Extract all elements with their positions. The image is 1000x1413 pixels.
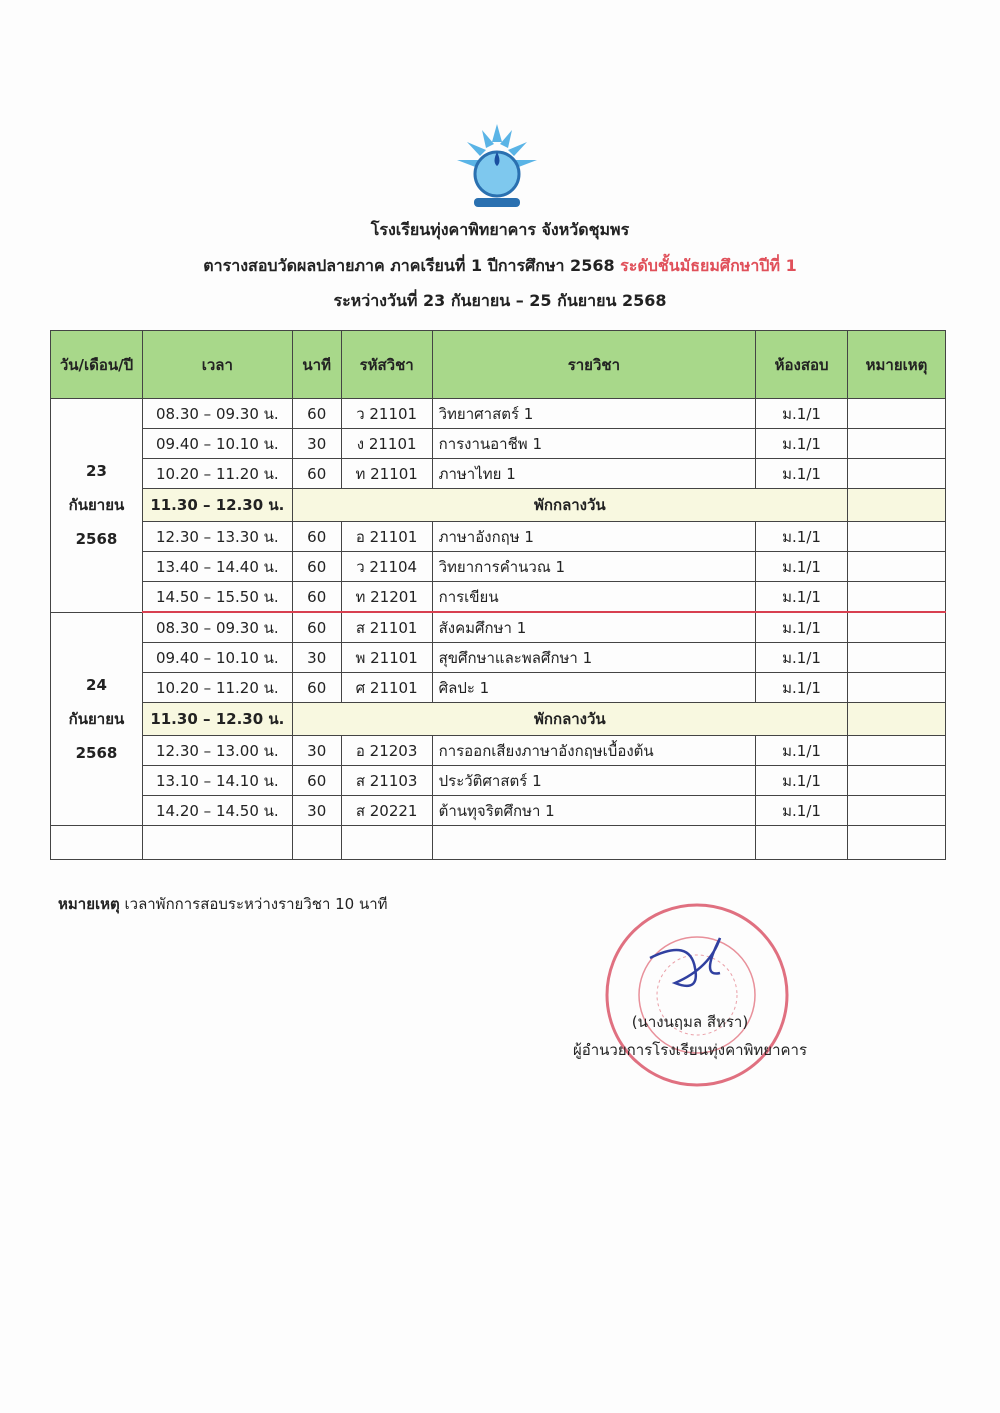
date-day: 24 — [86, 675, 107, 694]
signer-name: (นางนฤมล สีหรา) — [631, 1013, 749, 1031]
subject-code-cell: พ 21101 — [341, 643, 432, 673]
room-cell: ม.1/1 — [756, 552, 848, 582]
school-logo — [452, 122, 542, 212]
date-day: 23 — [86, 462, 107, 481]
note-text: เวลาพักการสอบระหว่างรายวิชา 10 นาที — [119, 895, 388, 913]
remark-cell — [848, 612, 946, 643]
table-cell — [756, 826, 848, 860]
time-cell: 13.40 – 14.40 น. — [142, 552, 292, 582]
minutes-cell: 60 — [292, 552, 341, 582]
room-cell: ม.1/1 — [756, 459, 848, 489]
subject-code-cell: ว 21101 — [341, 399, 432, 429]
table-row — [51, 736, 946, 766]
subject-code-cell: ศ 21101 — [341, 673, 432, 703]
remark-cell — [848, 489, 946, 522]
table-cell — [142, 826, 292, 860]
date-year: 2568 — [75, 743, 118, 762]
remark-cell — [848, 552, 946, 582]
room-cell: ม.1/1 — [756, 643, 848, 673]
column-header: หมายเหตุ — [848, 331, 946, 399]
subject-code-cell: ง 21101 — [341, 429, 432, 459]
school-name: โรงเรียนทุ่งคาพิทยาคาร จังหวัดชุมพร — [370, 220, 630, 239]
room-cell: ม.1/1 — [756, 582, 848, 613]
subject-name-cell: วิทยาศาสตร์ 1 — [432, 399, 755, 429]
remark-cell — [848, 643, 946, 673]
table-row — [51, 552, 946, 582]
subject-name-cell: ต้านทุจริตศึกษา 1 — [432, 796, 755, 826]
table-cell — [432, 826, 755, 860]
room-cell: ม.1/1 — [756, 736, 848, 766]
remark-cell — [848, 459, 946, 489]
minutes-cell: 30 — [292, 736, 341, 766]
column-header: รหัสวิชา — [341, 331, 432, 399]
signature-block — [560, 1010, 820, 1062]
date-year: 2568 — [75, 530, 118, 549]
subject-name-cell: ภาษาไทย 1 — [432, 459, 755, 489]
table-cell — [51, 826, 143, 860]
time-cell: 08.30 – 09.30 น. — [142, 399, 292, 429]
table-row — [51, 612, 946, 643]
subject-code-cell: ท 21101 — [341, 459, 432, 489]
remark-cell — [848, 703, 946, 736]
lunch-break-cell: พักกลางวัน — [292, 703, 847, 736]
table-row — [51, 459, 946, 489]
table-row — [51, 399, 946, 429]
table-row — [51, 429, 946, 459]
room-cell: ม.1/1 — [756, 429, 848, 459]
room-cell: ม.1/1 — [756, 766, 848, 796]
time-cell: 11.30 – 12.30 น. — [142, 703, 292, 736]
minutes-cell: 30 — [292, 796, 341, 826]
minutes-cell: 30 — [292, 429, 341, 459]
date-month: กันยายน — [68, 496, 125, 515]
note — [58, 892, 388, 916]
signer-position: ผู้อำนวยการโรงเรียนทุ่งคาพิทยาคาร — [572, 1041, 808, 1059]
minutes-cell: 60 — [292, 399, 341, 429]
subject-name-cell: การออกเสียงภาษาอังกฤษเบื้องต้น — [432, 736, 755, 766]
title-main: ตารางสอบวัดผลปลายภาค ภาคเรียนที่ 1 ปีการศึกษา 2568 — [203, 256, 621, 275]
time-cell: 09.40 – 10.10 น. — [142, 643, 292, 673]
time-cell: 12.30 – 13.30 น. — [142, 522, 292, 552]
minutes-cell: 60 — [292, 612, 341, 643]
time-cell: 10.20 – 11.20 น. — [142, 673, 292, 703]
table-cell — [341, 826, 432, 860]
subject-code-cell: ส 21103 — [341, 766, 432, 796]
column-header: รายวิชา — [432, 331, 755, 399]
table-row — [51, 643, 946, 673]
subject-name-cell: ประวัติศาสตร์ 1 — [432, 766, 755, 796]
subject-code-cell: ว 21104 — [341, 552, 432, 582]
time-cell: 12.30 – 13.00 น. — [142, 736, 292, 766]
room-cell: ม.1/1 — [756, 673, 848, 703]
table-row — [51, 522, 946, 552]
minutes-cell: 60 — [292, 766, 341, 796]
lunch-break-cell: พักกลางวัน — [292, 489, 847, 522]
subject-name-cell: สังคมศึกษา 1 — [432, 612, 755, 643]
subject-name-cell: สุขศึกษาและพลศึกษา 1 — [432, 643, 755, 673]
empty-row — [51, 826, 946, 860]
subject-code-cell: ส 20221 — [341, 796, 432, 826]
date-cell — [51, 612, 143, 826]
table-row — [51, 489, 946, 522]
official-stamp — [600, 898, 795, 1093]
remark-cell — [848, 766, 946, 796]
minutes-cell: 60 — [292, 459, 341, 489]
remark-cell — [848, 582, 946, 613]
column-header: ห้องสอบ — [756, 331, 848, 399]
room-cell: ม.1/1 — [756, 796, 848, 826]
time-cell: 10.20 – 11.20 น. — [142, 459, 292, 489]
time-cell: 13.10 – 14.10 น. — [142, 766, 292, 796]
remark-cell — [848, 736, 946, 766]
minutes-cell: 60 — [292, 673, 341, 703]
table-row — [51, 582, 946, 613]
table-cell — [848, 826, 946, 860]
subject-name-cell: ภาษาอังกฤษ 1 — [432, 522, 755, 552]
subject-code-cell: ท 21201 — [341, 582, 432, 613]
time-cell: 09.40 – 10.10 น. — [142, 429, 292, 459]
room-cell: ม.1/1 — [756, 522, 848, 552]
subject-code-cell: อ 21101 — [341, 522, 432, 552]
exam-title — [0, 254, 1000, 279]
remark-cell — [848, 429, 946, 459]
time-cell: 11.30 – 12.30 น. — [142, 489, 292, 522]
date-month: กันยายน — [68, 709, 125, 728]
remark-cell — [848, 673, 946, 703]
subject-code-cell: ส 21101 — [341, 612, 432, 643]
date-cell — [51, 399, 143, 613]
remark-cell — [848, 796, 946, 826]
note-label: หมายเหตุ — [58, 895, 120, 913]
remark-cell — [848, 522, 946, 552]
minutes-cell: 60 — [292, 582, 341, 613]
time-cell: 08.30 – 09.30 น. — [142, 612, 292, 643]
subject-name-cell: การงานอาชีพ 1 — [432, 429, 755, 459]
table-row — [51, 766, 946, 796]
table-row — [51, 796, 946, 826]
room-cell: ม.1/1 — [756, 612, 848, 643]
table-row — [51, 673, 946, 703]
exam-schedule-table — [50, 330, 946, 860]
title-level: ระดับชั้นมัธยมศึกษาปีที่ 1 — [620, 256, 797, 275]
subject-name-cell: ศิลปะ 1 — [432, 673, 755, 703]
date-range: ระหว่างวันที่ 23 กันยายน – 25 กันยายน 2568 — [333, 291, 667, 310]
remark-cell — [848, 399, 946, 429]
table-cell — [292, 826, 341, 860]
time-cell: 14.20 – 14.50 น. — [142, 796, 292, 826]
column-header: วัน/เดือน/ปี — [51, 331, 143, 399]
minutes-cell: 30 — [292, 643, 341, 673]
subject-name-cell: การเขียน — [432, 582, 755, 613]
table-row — [51, 703, 946, 736]
subject-name-cell: วิทยาการคำนวณ 1 — [432, 552, 755, 582]
column-header: นาที — [292, 331, 341, 399]
column-header: เวลา — [142, 331, 292, 399]
time-cell: 14.50 – 15.50 น. — [142, 582, 292, 613]
subject-code-cell: อ 21203 — [341, 736, 432, 766]
minutes-cell: 60 — [292, 522, 341, 552]
room-cell: ม.1/1 — [756, 399, 848, 429]
